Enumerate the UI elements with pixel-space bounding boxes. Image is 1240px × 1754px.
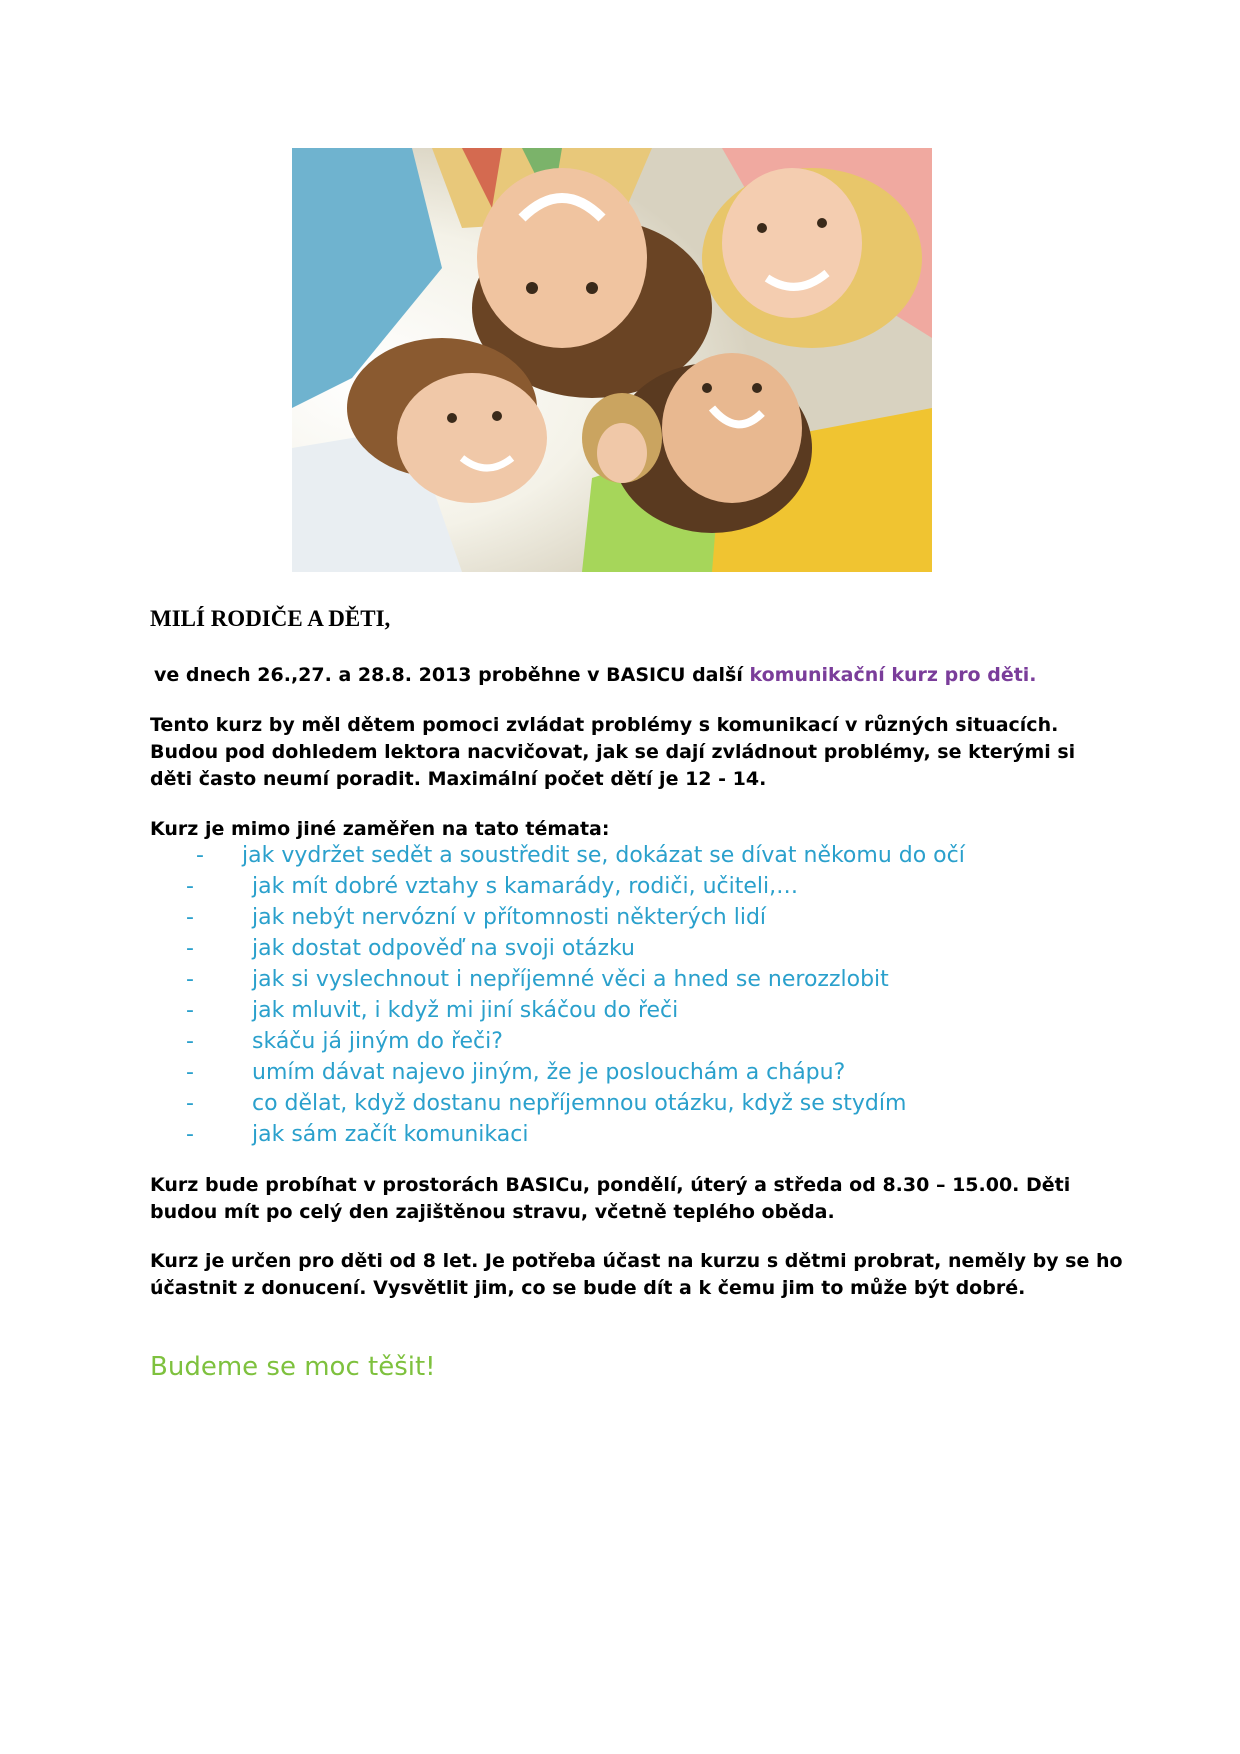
bullet-dash: - <box>186 967 194 992</box>
audience-line: účastnit z donucení. Vysvětlit jim, co se bude dít a k čemu jim to může být dobré. <box>150 1277 1026 1299</box>
list-item <box>150 1119 965 1150</box>
topic-text: umím dávat najevo jiným, že je poslouchám a chápu? <box>252 1060 846 1085</box>
course-name-highlight: komunikační kurz pro děti. <box>749 664 1037 686</box>
bullet-dash: - <box>186 874 194 899</box>
list-item <box>150 1088 965 1119</box>
topic-text: jak mluvit, i když mi jiní skáčou do řeči <box>252 998 679 1023</box>
bullet-dash: - <box>186 1060 194 1085</box>
closing-line: Budeme se moc těšit! <box>150 1352 436 1382</box>
audience-paragraph <box>150 1248 1123 1302</box>
description-line: děti často neumí poradit. Maximální počet dětí je 12 - 14. <box>150 768 767 790</box>
intro-text: ve dnech 26.,27. a 28.8. 2013 proběhne v BASICU další <box>154 664 750 686</box>
bullet-dash: - <box>196 843 204 868</box>
list-item <box>150 933 965 964</box>
topics-heading: Kurz je mimo jiné zaměřen na tato témata: <box>150 818 610 840</box>
list-item <box>150 995 965 1026</box>
topic-text: jak dostat odpověď na svoji otázku <box>252 936 636 961</box>
intro-paragraph <box>154 662 1037 689</box>
description-line: Tento kurz by měl dětem pomoci zvládat problémy s komunikací v různých situacích. <box>150 714 1059 736</box>
bullet-dash: - <box>186 1029 194 1054</box>
page-title: MILÍ RODIČE A DĚTI, <box>150 606 391 631</box>
bullet-dash: - <box>186 905 194 930</box>
logistics-line: Kurz bude probíhat v prostorách BASICu, pondělí, úterý a středa od 8.30 – 15.00. Děti <box>150 1174 1071 1196</box>
list-item <box>150 840 965 871</box>
list-item <box>150 902 965 933</box>
topic-text: jak mít dobré vztahy s kamarády, rodiči, učiteli,… <box>252 874 799 899</box>
logistics-line: budou mít po celý den zajištěnou stravu, včetně teplého oběda. <box>150 1201 835 1223</box>
topic-text: jak nebýt nervózní v přítomnosti některých lidí <box>252 905 767 930</box>
logistics-paragraph <box>150 1172 1070 1226</box>
description-paragraph <box>150 712 1075 793</box>
description-line: Budou pod dohledem lektora nacvičovat, jak se dají zvládnout problémy, se kterými si <box>150 741 1076 763</box>
list-item <box>150 871 965 902</box>
topic-text: skáču já jiným do řeči? <box>252 1029 503 1054</box>
topic-text: jak vydržet sedět a soustředit se, dokázat se dívat někomu do očí <box>242 843 965 868</box>
list-item <box>150 1057 965 1088</box>
topics-list <box>150 840 965 1150</box>
list-item <box>150 964 965 995</box>
bullet-dash: - <box>186 936 194 961</box>
bullet-dash: - <box>186 998 194 1023</box>
list-item <box>150 1026 965 1057</box>
children-photo <box>292 148 932 572</box>
topic-text: jak sám začít komunikaci <box>252 1122 529 1147</box>
bullet-dash: - <box>186 1091 194 1116</box>
topic-text: jak si vyslechnout i nepříjemné věci a hned se nerozzlobit <box>252 967 889 992</box>
bullet-dash: - <box>186 1122 194 1147</box>
topic-text: co dělat, když dostanu nepříjemnou otázku, když se stydím <box>252 1091 907 1116</box>
audience-line: Kurz je určen pro děti od 8 let. Je potřeba účast na kurzu s dětmi probrat, neměly by se ho <box>150 1250 1123 1272</box>
